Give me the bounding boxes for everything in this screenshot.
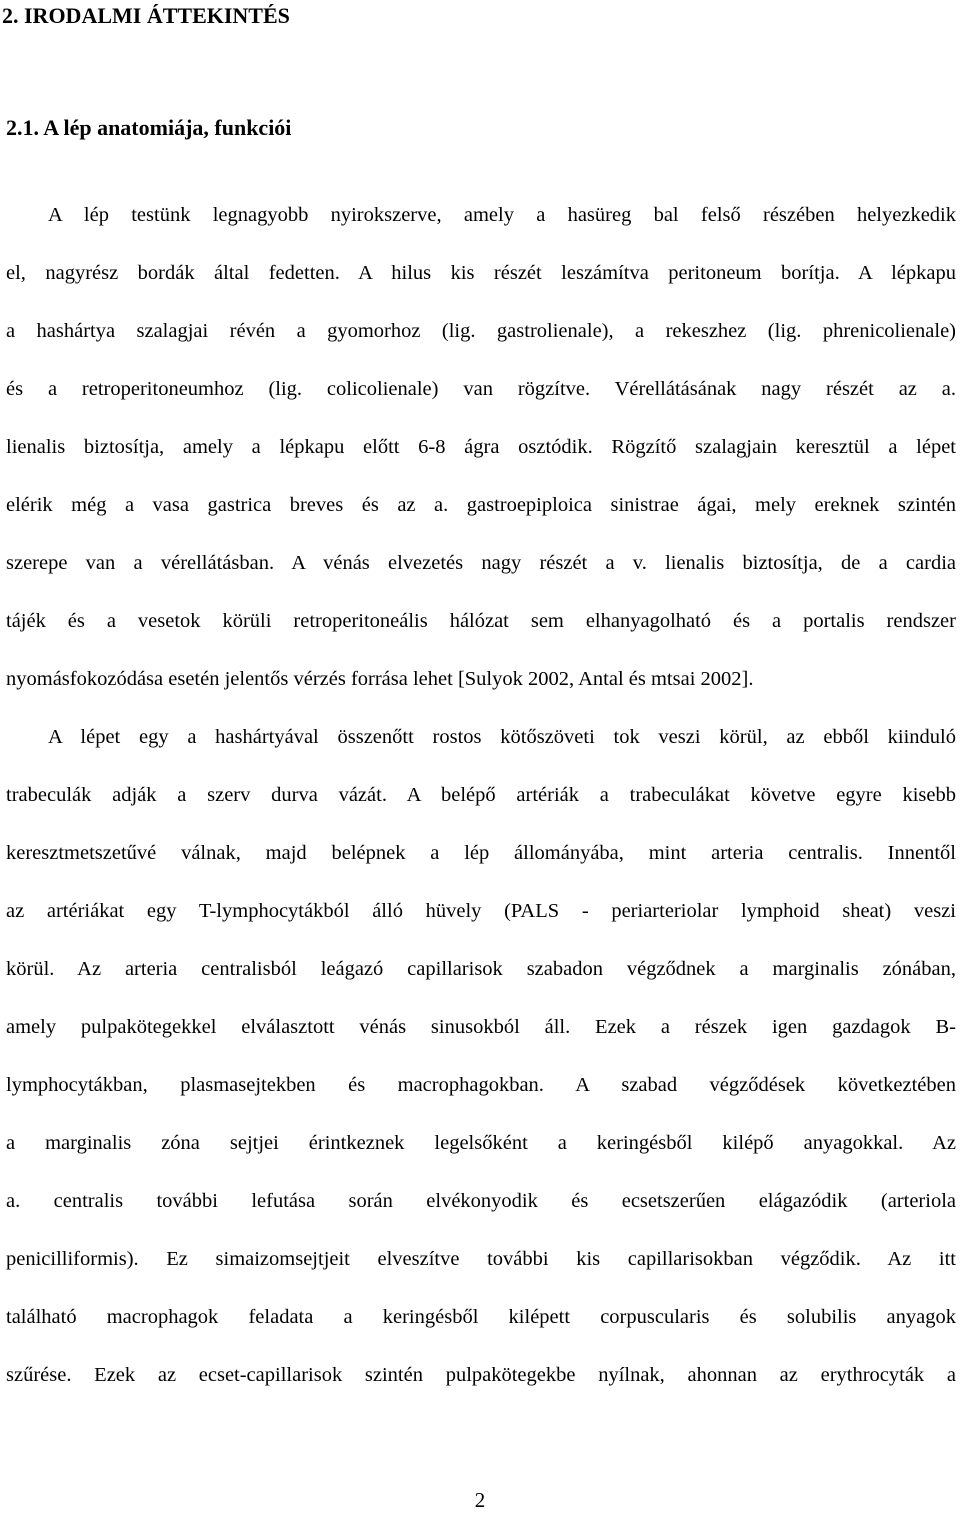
page-number: 2 bbox=[474, 1488, 486, 1512]
paragraph-line: és a retroperitoneumhoz (lig. colicolienale) van rögzítve. Vérellátásának nagy részét az a. bbox=[6, 378, 956, 400]
paragraph-line: az artériákat egy T-lymphocytákból álló hüvely (PALS - periarteriolar lymphoid sheat) veszi bbox=[6, 900, 956, 922]
paragraph-line: elérik még a vasa gastrica breves és az a. gastroepiploica sinistrae ágai, mely ereknek szintén bbox=[6, 494, 956, 516]
paragraph-line: a. centralis további lefutása során elvékonyodik és ecsetszerűen elágazódik (arteriola bbox=[6, 1190, 956, 1212]
paragraph-line: a hashártya szalagjai révén a gyomorhoz (lig. gastrolienale), a rekeszhez (lig. phrenicolienale) bbox=[6, 320, 956, 342]
paragraph-line: tájék és a vesetok körüli retroperitoneális hálózat sem elhanyagolható és a portalis rendszer bbox=[6, 610, 956, 632]
paragraph-line: körül. Az arteria centralisból leágazó capillarisok szabadon végződnek a marginalis zónában, bbox=[6, 958, 956, 980]
paragraph-spleen-location bbox=[6, 186, 956, 708]
section-title: 2.1. A lép anatomiája, funkciói bbox=[6, 115, 292, 140]
paragraph-line: A lépet egy a hashártyával összenőtt rostos kötőszöveti tok veszi körül, az ebből kiinduló bbox=[48, 726, 956, 748]
paragraph-line: penicilliformis). Ez simaizomsejtjeit elveszítve további kis capillarisokban végződik. Az itt bbox=[6, 1248, 956, 1270]
paragraph-line: A lép testünk legnagyobb nyirokszerve, amely a hasüreg bal felső részében helyezkedik bbox=[48, 204, 956, 226]
paragraph-line: nyomásfokozódása esetén jelentős vérzés forrása lehet [Sulyok 2002, Antal és mtsai 2002]. bbox=[6, 668, 754, 690]
chapter-title: 2. IRODALMI ÁTTEKINTÉS bbox=[2, 3, 290, 28]
paragraph-line: szűrése. Ezek az ecset-capillarisok szintén pulpakötegekbe nyílnak, ahonnan az erythrocyták a bbox=[6, 1364, 956, 1386]
paragraph-line: el, nagyrész bordák által fedetten. A hilus kis részét leszámítva peritoneum borítja. A lépkapu bbox=[6, 262, 956, 284]
paragraph-line: keresztmetszetűvé válnak, majd belépnek a lép állományába, mint arteria centralis. Innentől bbox=[6, 842, 956, 864]
paragraph-line: trabeculák adják a szerv durva vázát. A belépő artériák a trabeculákat követve egyre kisebb bbox=[6, 784, 956, 806]
paragraph-spleen-structure bbox=[6, 708, 956, 1404]
paragraph-line: található macrophagok feladata a keringésből kilépett corpuscularis és solubilis anyagok bbox=[6, 1306, 956, 1328]
paragraph-line: amely pulpakötegekkel elválasztott vénás sinusokból áll. Ezek a részek igen gazdagok B- bbox=[6, 1016, 956, 1038]
paragraph-line: a marginalis zóna sejtjei érintkeznek legelsőként a keringésből kilépő anyagokkal. Az bbox=[6, 1132, 956, 1154]
paragraph-line: szerepe van a vérellátásban. A vénás elvezetés nagy részét a v. lienalis biztosítja, de a cardia bbox=[6, 552, 956, 574]
paragraph-line: lymphocytákban, plasmasejtekben és macrophagokban. A szabad végződések következtében bbox=[6, 1074, 956, 1096]
paragraph-line: lienalis biztosítja, amely a lépkapu előtt 6-8 ágra osztódik. Rögzítő szalagjain keresztül a lépet bbox=[6, 436, 956, 458]
